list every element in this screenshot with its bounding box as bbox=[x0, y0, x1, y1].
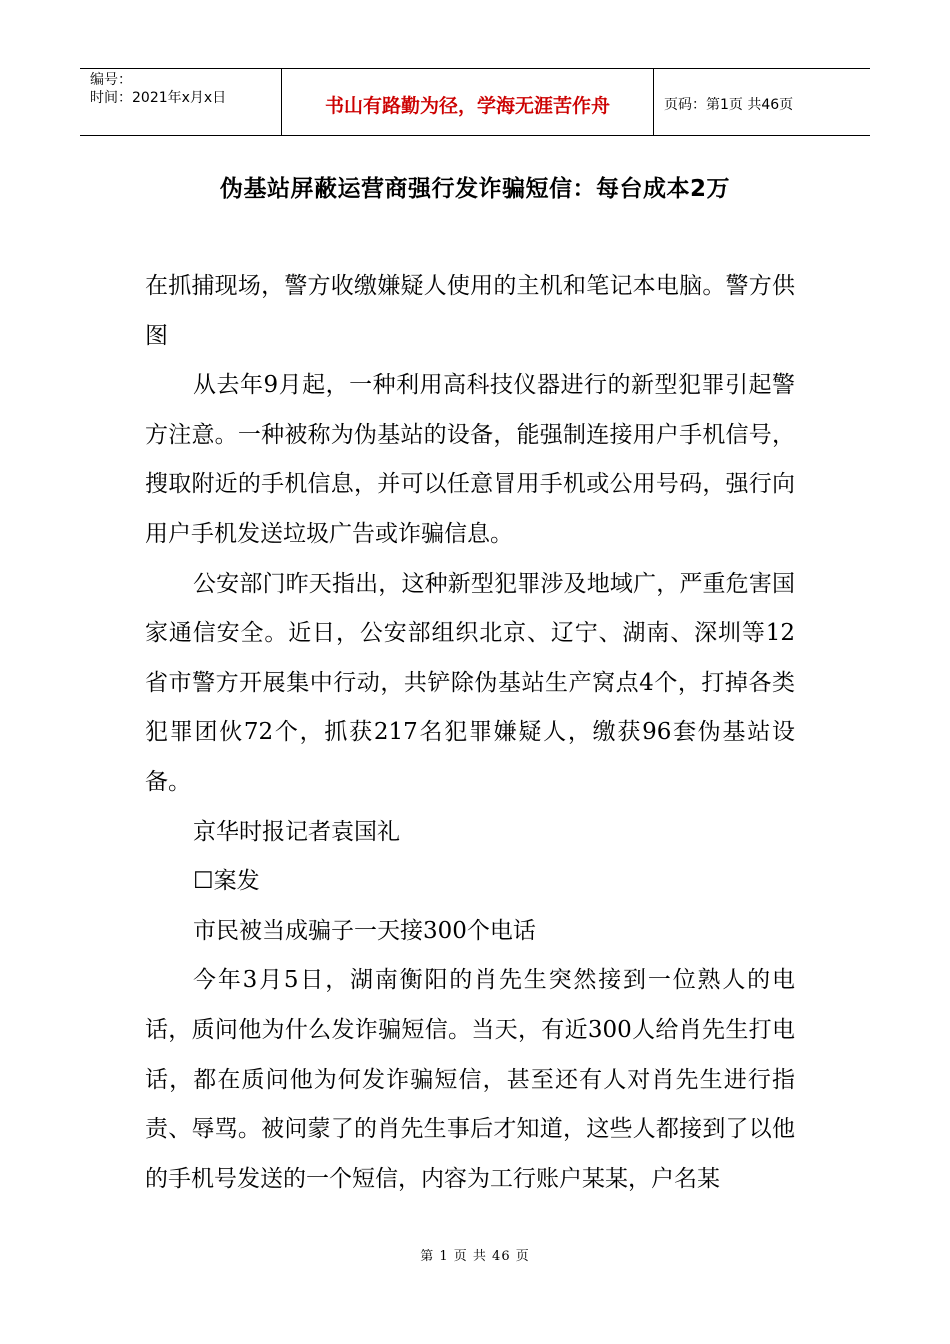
body-paragraph: 公安部门昨天指出，这种新型犯罪涉及地域广，严重危害国家通信安全。近日，公安部组织北京、辽宁、湖南、深圳等12省市警方开展集中行动，共铲除伪基站生产窝点4个，打掉各类犯罪团伙72个，抓获217名犯罪嫌疑人，缴获96套伪基站设备。 bbox=[145, 570, 795, 795]
header-page-info: 页码：第1页 共46页 bbox=[664, 97, 794, 113]
subheading-paragraph: 市民被当成骗子一天接300个电话 bbox=[193, 917, 536, 944]
page-footer: 第 1 页 共 46 页 bbox=[420, 1249, 530, 1264]
body-paragraph: 从去年9月起，一种利用高科技仪器进行的新型犯罪引起警方注意。一种被称为伪基站的设备，能强制连接用户手机信号，搜取附近的手机信息，并可以任意冒用手机或公用号码，强行向用户手机发送垃圾广告或诈骗信息。 bbox=[145, 372, 795, 547]
body-paragraph: 今年3月5日，湖南衡阳的肖先生突然接到一位熟人的电话，质问他为什么发诈骗短信。当天，有近300人给肖先生打电话，都在质问他为何发诈骗短信，甚至还有人对肖先生进行指责、辱骂。被问蒙了的肖先生事后才知道，这些人都接到了以他的手机号发送的一个短信，内容为工行账户某某，户名某 bbox=[145, 967, 795, 1192]
header-motto: 书山有路勤为径，学海无涯苦作舟 bbox=[282, 69, 654, 135]
document-body bbox=[145, 262, 795, 1204]
document-number-label: 编号： bbox=[90, 72, 132, 88]
section-heading: ☐案发 bbox=[193, 868, 260, 895]
header-table bbox=[80, 68, 870, 136]
image-caption-paragraph: 在抓捕现场，警方收缴嫌疑人使用的主机和笔记本电脑。警方供图 bbox=[145, 273, 795, 349]
document-date-label: 时间：2021年x月x日 bbox=[90, 90, 227, 106]
document-title: 伪基站屏蔽运营商强行发诈骗短信：每台成本2万 bbox=[219, 176, 730, 202]
byline-paragraph: 京华时报记者袁国礼 bbox=[193, 818, 400, 845]
header-meta-cell bbox=[80, 69, 282, 135]
